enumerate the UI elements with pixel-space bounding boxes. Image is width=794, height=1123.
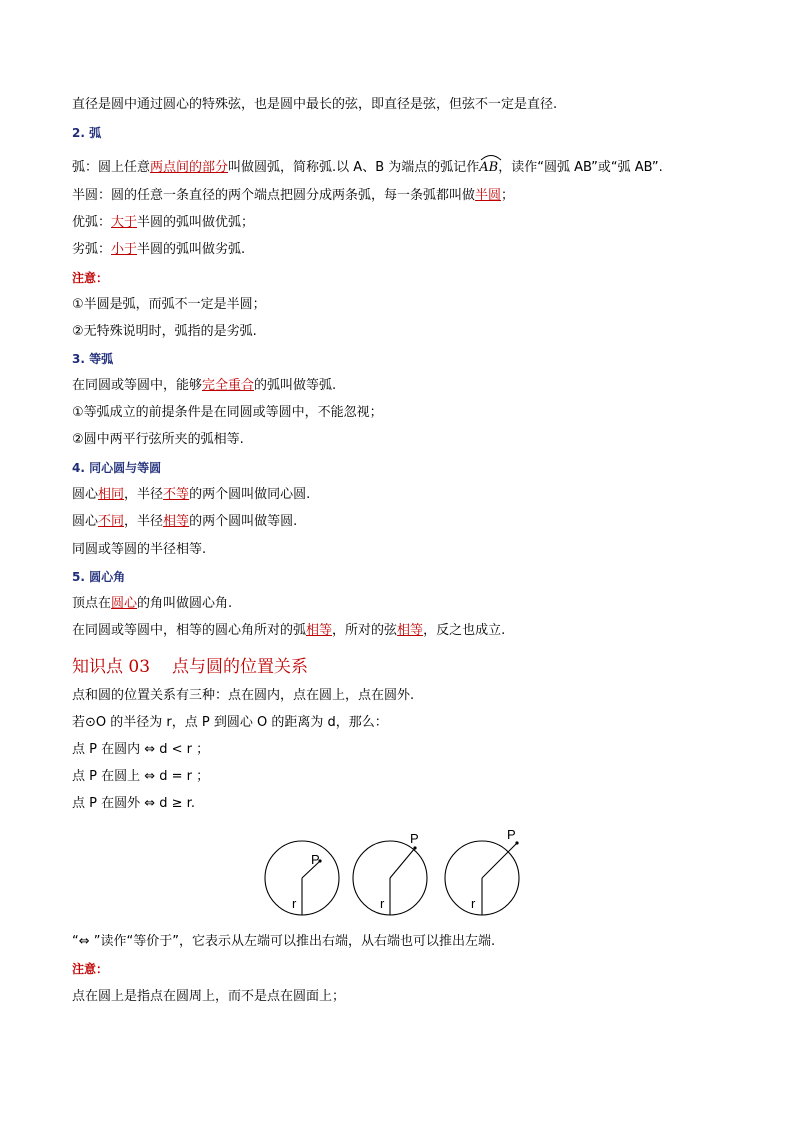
arc-symbol [479, 159, 498, 177]
label-r-2: r [380, 896, 385, 911]
ca2-text2: ，所对的弦 [332, 623, 398, 638]
central-angle-line-1 [72, 595, 232, 613]
arc-def-text: 弧：圆上任意 [72, 160, 151, 175]
equivalence-explanation: “⇔ ”读作“等价于”，它表示从左端可以推出右端，从右端也可以推出左端. [72, 934, 496, 949]
heading-equal-arc: 3. 等弧 [72, 352, 114, 366]
eqc-text: 圆心 [72, 514, 99, 529]
point-p-on [413, 846, 416, 849]
point-p-outside [515, 841, 518, 844]
semi-text: 半圆：圆的任意一条直径的两个端点把圆分成两条弧，每一条弧都叫做 [72, 188, 476, 203]
label-p-2: P [410, 831, 419, 846]
circle-inside [265, 841, 339, 915]
section-heading: 点与圆的位置关系 [172, 657, 309, 677]
intro-text: 直径是圆中通过圆心的特殊弦，也是圆中最长的弦，即直径是弦，但弦不一定是直径. [72, 97, 558, 112]
conc-text2: ，半径 [124, 487, 164, 502]
ca2-key: 相等 [306, 623, 333, 638]
footer-note-label: 注意： [72, 962, 109, 976]
conc-text3: 的两个圆叫做同心圆. [189, 487, 311, 502]
arc-symbol-text: AB [479, 160, 499, 175]
position-inside: 点 P 在圆内 ⇔ d < r ； [72, 742, 210, 757]
major-key: 大于 [111, 215, 138, 230]
label-p-3: P [507, 827, 516, 842]
ca2-key2: 相等 [397, 623, 424, 638]
arc-def-key: 两点间的部分 [150, 160, 229, 175]
heading-arc: 2. 弧 [72, 126, 102, 140]
note-label: 注意： [72, 271, 109, 285]
arc-def-text2: 叫做圆弧，简称弧.以 A、B 为端点的弧记作 [228, 160, 480, 175]
conc-key: 相同 [98, 487, 125, 502]
semi-text2: ； [501, 188, 515, 203]
label-r-1: r [292, 896, 297, 911]
equal-arc-point-2: ②圆中两平行弦所夹的弧相等. [72, 432, 244, 447]
label-r-3: r [471, 896, 476, 911]
conc-text: 圆心 [72, 487, 99, 502]
major-text: 优弧： [72, 215, 112, 230]
major-text2: 半圆的弧叫做优弧； [137, 215, 255, 230]
circle-outside [445, 841, 519, 915]
minor-text2: 半圆的弧叫做劣弧. [137, 242, 246, 257]
position-condition: 若⊙O 的半径为 r，点 P 到圆心 O 的距离为 d，那么： [72, 715, 388, 730]
major-arc-definition [72, 214, 254, 232]
point-circle-figure [264, 826, 526, 922]
conc-key2: 不等 [163, 487, 190, 502]
note-1: ①半圆是弧，而弧不一定是半圆； [72, 297, 266, 312]
ca2-text3: ，反之也成立. [423, 623, 506, 638]
label-p-1: P [311, 852, 320, 867]
minor-arc-definition [72, 241, 245, 259]
equal-arc-key: 完全重合 [202, 378, 255, 393]
eqc-text3: 的两个圆叫做等圆. [189, 514, 298, 529]
heading-concentric: 4. 同心圆与等圆 [72, 461, 162, 475]
concentric-line-1 [72, 486, 310, 504]
position-intro: 点和圆的位置关系有三种：点在圆内，点在圆上，点在圆外. [72, 688, 415, 703]
concentric-line-2 [72, 513, 297, 531]
arc-mark-icon [479, 153, 503, 161]
equal-arc-definition [72, 377, 336, 395]
circle-on [353, 841, 427, 915]
eqc-key2: 相等 [163, 514, 190, 529]
footer-note: 点在圆上是指点在圆周上，而不是点在圆面上； [72, 989, 346, 1004]
note-2: ②无特殊说明时，弧指的是劣弧. [72, 324, 257, 339]
section-title [72, 652, 308, 677]
ca2-text: 在同圆或等圆中，相等的圆心角所对的弧 [72, 623, 307, 638]
ca-text2: 的角叫做圆心角. [137, 596, 233, 611]
minor-text: 劣弧： [72, 242, 112, 257]
section-label: 知识点 03 [72, 657, 151, 677]
arc-definition [72, 159, 663, 177]
position-on: 点 P 在圆上 ⇔ d = r ； [72, 769, 210, 784]
arc-def-text3: ，读作“圆弧 AB”或“弧 AB”. [498, 160, 663, 175]
heading-central-angle: 5. 圆心角 [72, 570, 126, 584]
ca-text: 顶点在 [72, 596, 112, 611]
central-angle-line-2 [72, 622, 505, 640]
ca-key: 圆心 [111, 596, 138, 611]
equal-arc-text: 在同圆或等圆中，能够 [72, 378, 203, 393]
minor-key: 小于 [111, 242, 138, 257]
semicircle-definition [72, 187, 514, 205]
position-outside: 点 P 在圆外 ⇔ d ≥ r. [72, 796, 195, 811]
semi-key: 半圆 [475, 188, 502, 203]
equal-arc-point-1: ①等弧成立的前提条件是在同圆或等圆中，不能忽视； [72, 405, 383, 420]
concentric-line-3: 同圆或等圆的半径相等. [72, 542, 207, 557]
eqc-text2: ，半径 [124, 514, 164, 529]
equal-arc-text2: 的弧叫做等弧. [254, 378, 337, 393]
eqc-key: 不同 [98, 514, 125, 529]
